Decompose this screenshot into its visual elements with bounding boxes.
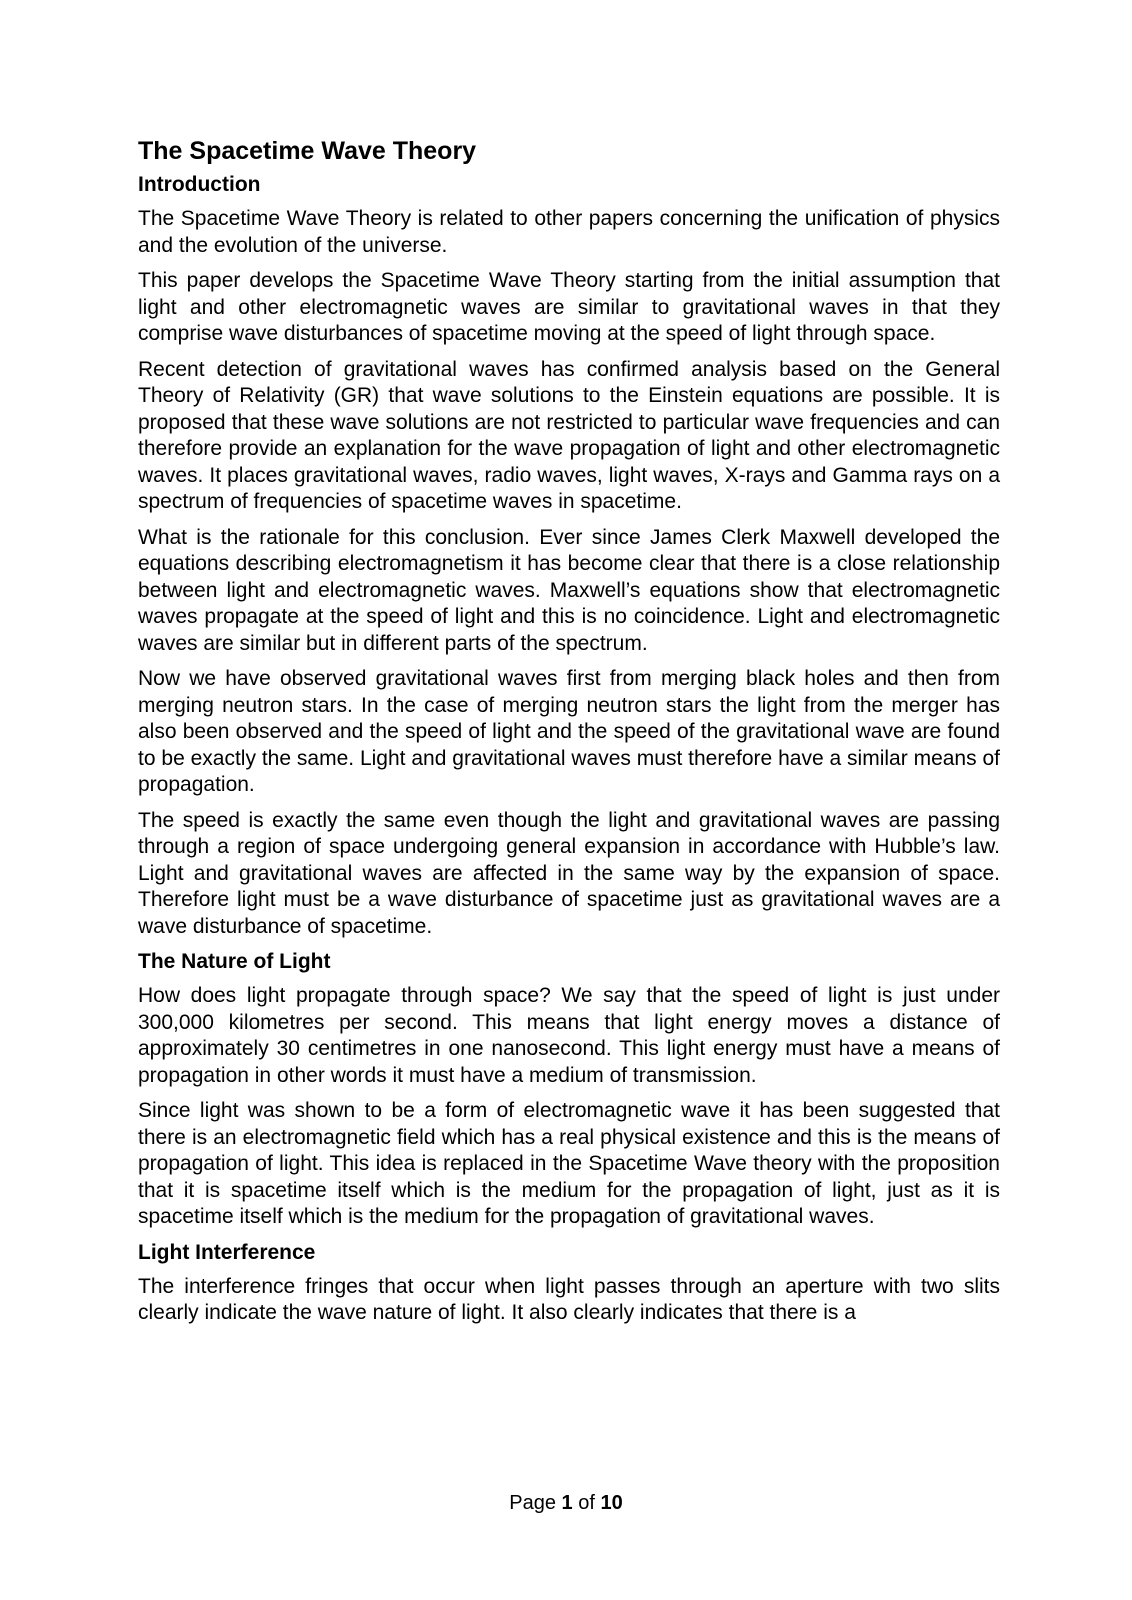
paragraph: What is the rationale for this conclusion. Ever since James Clerk Maxwell developed the equations describing electromagnetism it has become clear that there is a close relationship between light and electromagnetic waves. Maxwell’s equations show that electromagnetic waves propagate at the speed of light and this is no coincidence. Light and electromagnetic waves are similar but in different parts of the spectrum. xyxy=(138,525,1000,655)
total-pages-number: 10 xyxy=(600,1492,623,1514)
paragraph: Since light was shown to be a form of electromagnetic wave it has been suggested that there is an electromagnetic field which has a real physical existence and this is the means of propagation of light. This idea is replaced in the Spacetime Wave theory with the proposition that it is spacetime itself which is the medium for the propagation of light, just as it is spacetime itself which is the medium for the propagation of gravitational waves. xyxy=(138,1099,1000,1228)
page-separator: of xyxy=(578,1492,595,1514)
document-body xyxy=(138,136,1000,1336)
paragraph: The speed is exactly the same even though the light and gravitational waves are passing through a region of space undergoing general expansion in accordance with Hubble’s law. Light and gravitational waves are affected in the same way by the expansion of space. Therefore light must be a wave disturbance of spacetime just as gravitational waves are a wave disturbance of spacetime. xyxy=(138,808,1000,938)
paragraph: How does light propagate through space? We say that the speed of light is just under 300,000 kilometres per second. This means that light energy moves a distance of approximately 30 centimetres in one nanosecond. This light energy must have a means of propagation in other words it must have a medium of transmission. xyxy=(138,984,1000,1087)
paragraph: Recent detection of gravitational waves has confirmed analysis based on the General Theory of Relativity (GR) that wave solutions to the Einstein equations are possible. It is proposed that these wave solutions are not restricted to particular wave frequencies and can therefore provide an explanation for the wave propagation of light and other electromagnetic waves. It places gravitational waves, radio waves, light waves, X-rays and Gamma rays on a spectrum of frequencies of spacetime waves in spacetime. xyxy=(138,357,1000,513)
section-heading-nature-of-light: The Nature of Light xyxy=(138,950,331,973)
current-page-number: 1 xyxy=(561,1492,573,1514)
section-heading-light-interference: Light Interference xyxy=(138,1240,316,1264)
document-title: The Spacetime Wave Theory xyxy=(138,137,477,165)
page-footer xyxy=(0,1491,1132,1515)
paragraph: The Spacetime Wave Theory is related to other papers concerning the unification of physics and the evolution of the universe. xyxy=(138,207,1000,257)
paragraph: The interference fringes that occur when light passes through an aperture with two slits clearly indicate the wave nature of light. It also clearly indicates that there is a xyxy=(138,1274,1000,1324)
paragraph: This paper develops the Spacetime Wave Theory starting from the initial assumption that light and other electromagnetic waves are similar to gravitational waves in that they comprise wave disturbances of spacetime moving at the speed of light through space. xyxy=(138,269,1000,345)
section-heading-introduction: Introduction xyxy=(138,173,261,196)
paragraph: Now we have observed gravitational waves first from merging black holes and then from merging neutron stars. In the case of merging neutron stars the light from the merger has also been observed and the speed of light and the speed of the gravitational wave are found to be exactly the same. Light and gravitational waves must therefore have a similar means of propagation. xyxy=(138,667,1000,796)
page-label: Page xyxy=(509,1492,556,1514)
